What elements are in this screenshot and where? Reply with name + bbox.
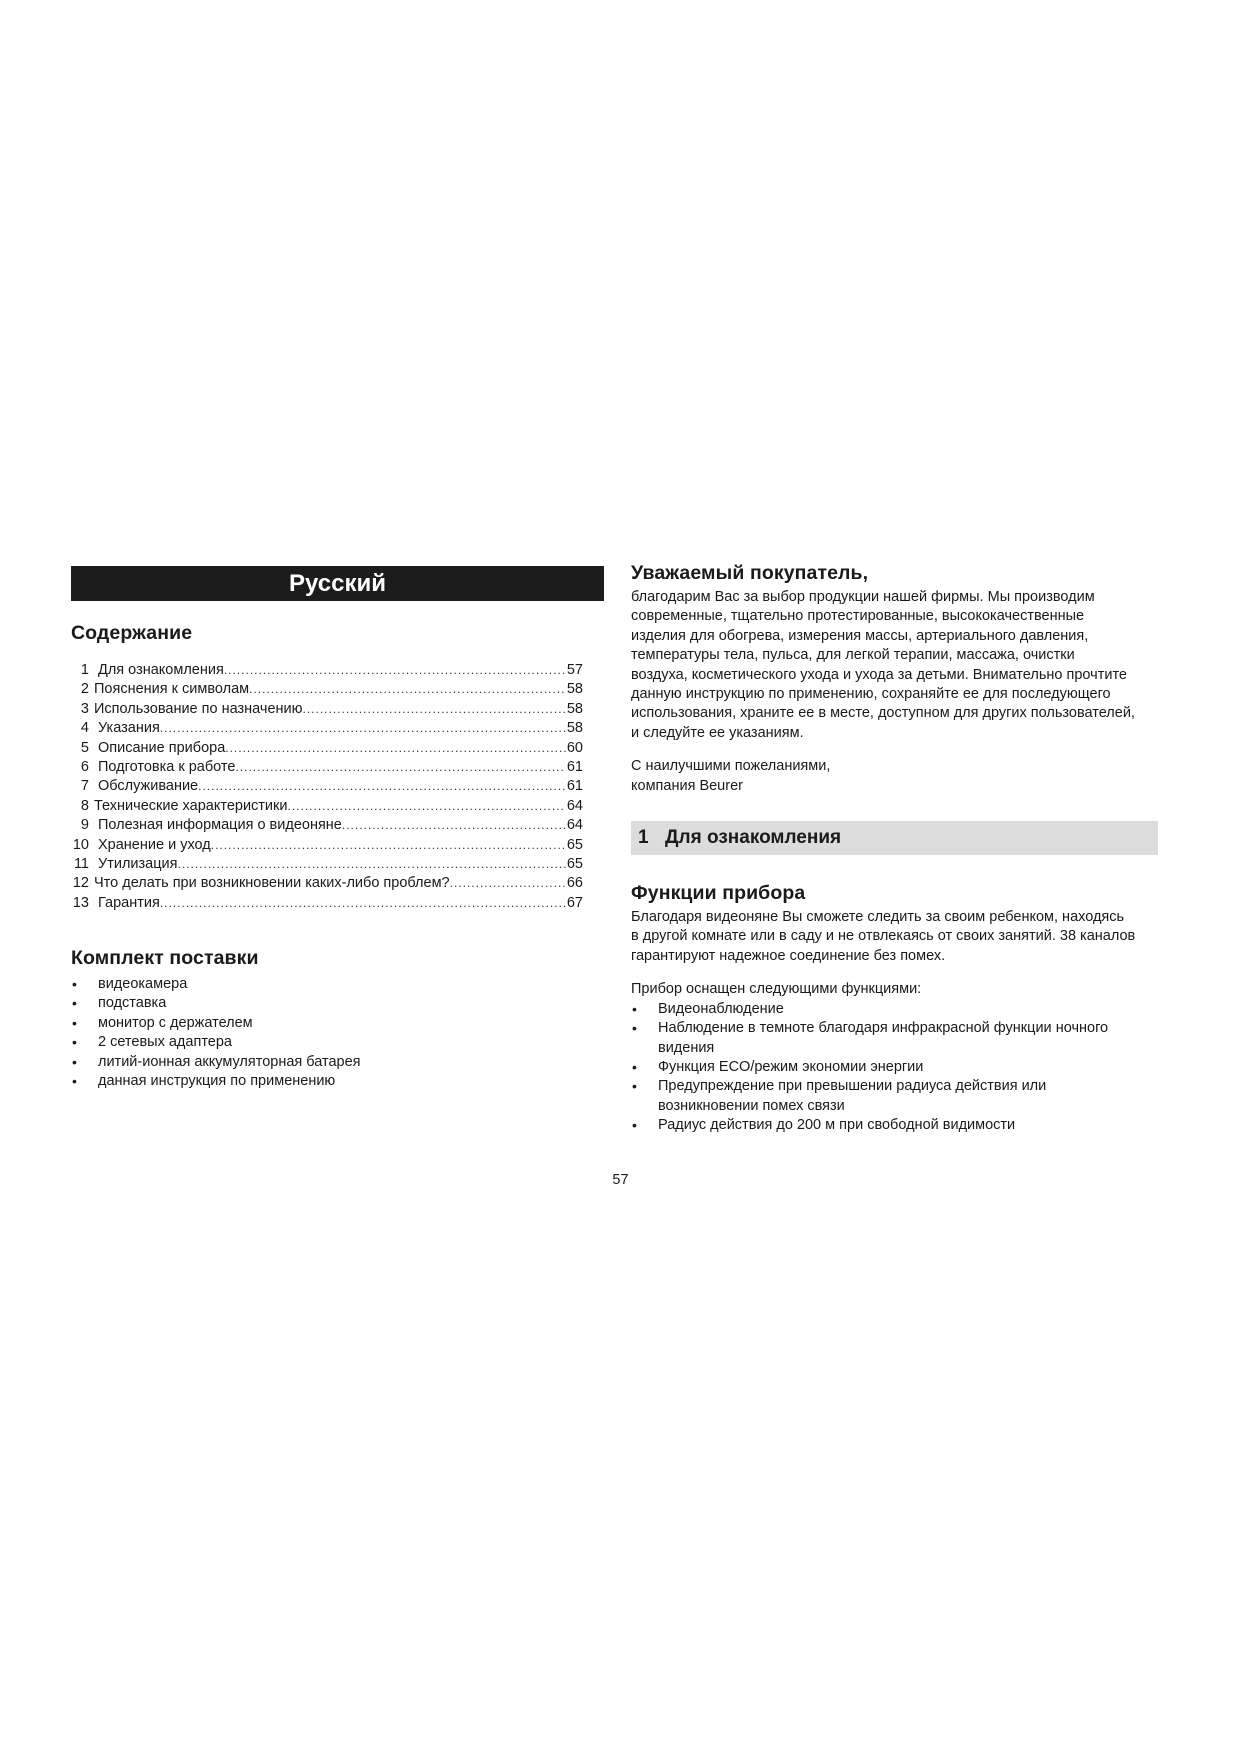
toc-page: 61 xyxy=(566,758,583,775)
paragraph-line: использования, храните ее в месте, доступном для других пользователей, xyxy=(631,705,1135,722)
toc-leader-dots xyxy=(225,739,566,758)
toc-number: 9 xyxy=(80,817,89,834)
toc-number: 10 xyxy=(72,836,89,853)
paragraph-line: температуры тела, пульса, для легкой терапии, массажа, очистки xyxy=(631,647,1075,664)
toc-leader-dots xyxy=(450,874,566,893)
section-heading-bar xyxy=(631,821,1158,855)
list-item-line: Видеонаблюдение xyxy=(658,1000,784,1017)
toc-page: 67 xyxy=(566,894,583,911)
toc-page: 66 xyxy=(566,875,583,892)
toc-number: 4 xyxy=(80,720,89,737)
toc-number: 1 xyxy=(80,662,89,678)
toc-label: Указания xyxy=(98,720,160,737)
toc-row[interactable] xyxy=(71,816,583,835)
toc-leader-dots xyxy=(198,777,566,796)
toc-label: Утилизация xyxy=(98,855,178,872)
list-item xyxy=(631,1019,1171,1058)
section-number: 1 xyxy=(638,827,649,849)
list-item: • монитор с держателем xyxy=(71,1014,604,1033)
greeting-paragraph xyxy=(631,588,1171,743)
paragraph-line: воздуха, косметического ухода и ухода за детьми. Внимательно прочтите xyxy=(631,666,1127,683)
list-item-line: Наблюдение в темноте благодаря инфракрасной функции ночного xyxy=(658,1020,1109,1037)
paragraph-line: Благодаря видеоняне Вы сможете следить за своим ребенком, находясь xyxy=(631,909,1125,926)
toc-page: 65 xyxy=(566,855,583,872)
toc-leader-dots xyxy=(211,836,566,855)
list-item: • видеокамера xyxy=(71,975,604,994)
list-item: • подставка xyxy=(71,994,604,1013)
toc-label: Хранение и уход xyxy=(98,836,211,853)
toc-leader-dots xyxy=(287,797,565,816)
list-item-line: возникновении помех связи xyxy=(658,1097,845,1114)
paragraph-line: С наилучшими пожеланиями, xyxy=(631,758,831,775)
toc-number: 11 xyxy=(73,855,89,872)
features-list xyxy=(631,1000,1171,1136)
toc-page: 61 xyxy=(566,778,583,795)
toc-row[interactable] xyxy=(71,836,583,855)
list-item: • данная инструкция по применению xyxy=(71,1072,604,1091)
functions-paragraph xyxy=(631,908,1171,966)
kit-list xyxy=(71,975,604,1091)
toc-label: Технические характеристики xyxy=(94,797,288,814)
list-item: • 2 сетевых адаптера xyxy=(71,1033,604,1052)
toc-row[interactable] xyxy=(71,758,583,777)
toc-page: 58 xyxy=(566,700,583,717)
page-number: 57 xyxy=(612,1172,629,1188)
toc-page: 58 xyxy=(566,681,583,698)
list-item: • литий-ионная аккумуляторная батарея xyxy=(71,1053,604,1072)
toc-number: 6 xyxy=(80,758,89,775)
toc-number: 8 xyxy=(80,797,89,814)
kit-title: Комплект поставки xyxy=(71,947,259,970)
functions-title: Функции прибора xyxy=(631,882,806,905)
toc-leader-dots xyxy=(235,758,565,777)
toc-row[interactable] xyxy=(71,661,583,680)
toc-number: 13 xyxy=(72,894,89,911)
toc-row[interactable] xyxy=(71,855,583,874)
toc-leader-dots xyxy=(160,894,566,913)
paragraph-line: и следуйте ее указаниям. xyxy=(631,724,804,741)
toc-page: 65 xyxy=(566,836,583,853)
toc-leader-dots xyxy=(177,855,565,874)
list-item-line: видения xyxy=(658,1039,715,1056)
paragraph-line: гарантируют надежное соединение без помех. xyxy=(631,947,946,964)
toc-label: Гарантия xyxy=(98,894,160,911)
toc-label: Описание прибора xyxy=(98,739,226,756)
toc-label: Использование по назначению xyxy=(94,700,303,717)
toc-label: Полезная информация о видеоняне xyxy=(98,817,342,834)
toc-number: 12 xyxy=(72,875,89,892)
toc-leader-dots xyxy=(303,700,566,719)
list-item-line: Функция ECO/режим экономии энергии xyxy=(658,1058,924,1075)
features-intro: Прибор оснащен следующими функциями: xyxy=(631,981,922,998)
list-item xyxy=(631,1077,1171,1116)
toc-row[interactable] xyxy=(71,777,583,796)
paragraph-line: компания Beurer xyxy=(631,777,743,794)
left-column xyxy=(71,566,604,1092)
greeting-title: Уважаемый покупатель, xyxy=(631,562,869,584)
toc-label: Обслуживание xyxy=(98,778,199,795)
list-item xyxy=(631,1058,1171,1077)
toc-row[interactable] xyxy=(71,797,583,816)
paragraph-line: в другой комнате или в саду и не отвлекаясь от своих занятий. 38 каналов xyxy=(631,928,1136,945)
list-item xyxy=(631,1000,1171,1019)
toc-page: 58 xyxy=(566,720,583,737)
paragraph-line: изделия для обогрева, измерения массы, артериального давления, xyxy=(631,627,1089,644)
toc-number: 3 xyxy=(80,700,89,717)
list-item-line: Радиус действия до 200 м при свободной видимости xyxy=(658,1117,1016,1134)
toc-label: Что делать при возникновении каких-либо проблем? xyxy=(94,875,450,892)
toc-page: 60 xyxy=(566,739,583,756)
paragraph-line: современные, тщательно протестированные, высококачественные xyxy=(631,608,1085,625)
list-item-line: Предупреждение при превышении радиуса действия или xyxy=(658,1078,1047,1095)
toc-number: 2 xyxy=(80,681,89,698)
toc-page: 64 xyxy=(566,797,583,814)
table-of-contents xyxy=(71,661,583,913)
closing-signature xyxy=(631,757,1171,796)
toc-row[interactable] xyxy=(71,719,583,738)
toc-label: Для ознакомления xyxy=(98,662,224,678)
list-item xyxy=(631,1116,1171,1135)
toc-row[interactable] xyxy=(71,680,583,699)
paragraph-line: благодарим Вас за выбор продукции нашей фирмы. Мы производим xyxy=(631,589,1095,605)
language-banner: Русский xyxy=(71,566,604,601)
toc-label: Пояснения к символам xyxy=(94,681,250,698)
toc-title: Содержание xyxy=(71,622,193,644)
toc-label: Подготовка к работе xyxy=(98,758,236,775)
toc-page: 64 xyxy=(566,817,583,834)
toc-row[interactable] xyxy=(71,700,583,719)
paragraph-line: данную инструкцию по применению, сохраняйте ее для последующего xyxy=(631,686,1111,703)
toc-row[interactable] xyxy=(71,894,583,913)
toc-number: 5 xyxy=(80,739,89,756)
toc-leader-dots xyxy=(160,719,566,738)
right-column xyxy=(631,562,1171,1136)
toc-leader-dots xyxy=(249,680,566,699)
toc-number: 7 xyxy=(80,778,89,795)
toc-leader-dots xyxy=(342,816,566,835)
section-title: Для ознакомления xyxy=(665,827,842,849)
toc-page: 57 xyxy=(566,662,583,678)
toc-row[interactable] xyxy=(71,874,583,893)
toc-leader-dots xyxy=(224,661,566,680)
toc-row[interactable] xyxy=(71,739,583,758)
